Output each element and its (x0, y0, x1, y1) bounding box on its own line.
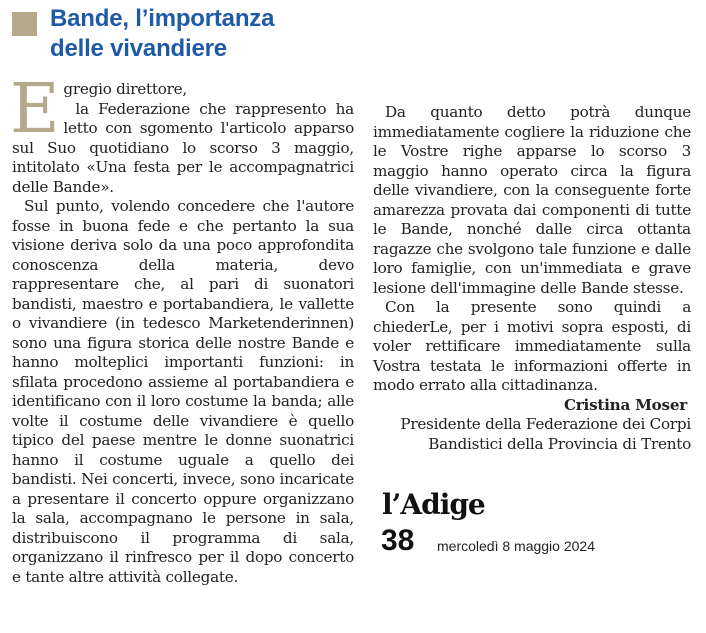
article-column-left (10, 70, 354, 587)
section-square-marker (12, 12, 37, 36)
issue-date: mercoledì 8 maggio 2024 (437, 538, 595, 554)
signature-role: Presidente della Federazione dei Corpi Bandistici della Provincia di Trento (400, 415, 691, 453)
headline-line-1: Bande, l’importanza (50, 5, 275, 32)
paragraph-request: Con la presente sono quindi a chiederLe, per i motivi sopra esposti, di voler rettificare immediatamente sulla Vostra testata le informazioni offerte in modo errato alla cittadinanza. (373, 298, 691, 394)
paragraph-intro: la Federazione che rappresento ha letto con sgomento l'articolo apparso sul Suo quotidiano lo scorso 3 maggio, intitolato «Una festa per le accompagnatrici delle Bande». (12, 99, 354, 196)
article-column-right (373, 103, 691, 454)
newspaper-masthead: l’Adige (382, 488, 485, 521)
signature-name: Cristina Moser (563, 395, 687, 414)
paragraph-explanation: Sul punto, volendo concedere che l'autore fosse in buona fede e che pertanto la sua visione deriva solo da una poco approfondita conoscenza della materia, devo rappresentare che, al pari di suonatori bandisti, maestro e portabandiera, le vallette o vivandiere (in tedesco Marketenderinnen) sono una figura storica delle nostre Bande e hanno molteplici importanti funzioni: in sfilata procedono assieme al portabandiera e identificano con il loro costume la banda; alle volte il costume delle vivandiere è quello tipico del paese mentre le donne suonatrici hanno il costume uguale a quello dei bandisti. Nei concerti, invece, sono incaricate a presentare il concerto oppure organizzano la sala, accompagnano le persone in sala, distribuiscono il programma di sala, organizzano il rinfresco per il dopo concerto e tante altre attività collegate. (12, 197, 354, 586)
salutation-text: gregio direttore, (63, 80, 187, 98)
page-number: 38 (381, 524, 415, 557)
article-headline (50, 4, 274, 64)
drop-cap: E (10, 70, 60, 149)
headline-line-2: delle vivandiere (50, 35, 227, 62)
paragraph-consequences: Da quanto detto potrà dunque immediatamente cogliere la riduzione che le Vostre righe apparse lo scorso 3 maggio hanno operato circa la figura delle vivandiere, con la conseguente forte amarezza provata dai componenti di tutte le Bande, nonché dalle circa ottanta ragazze che svolgono tale funzione e dalle loro famiglie, con un'immediata e grave lesione dell'immagine delle Bande stesse. (373, 103, 691, 297)
